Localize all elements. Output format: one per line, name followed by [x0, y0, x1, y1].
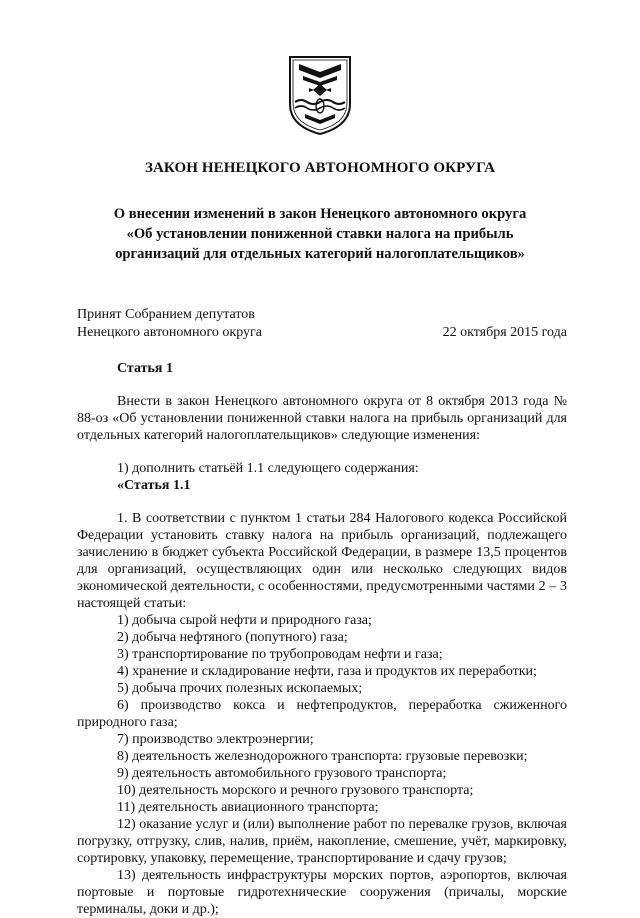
list-item: 2) добыча нефтяного (попутного) газа; [117, 630, 348, 645]
subtitle-line: «Об установлении пониженной ставки налога на прибыль [126, 226, 514, 242]
list-item: 12) оказание услуг и (или) выполнение работ по перевалке грузов, включая погрузку, отгрузку, слив, налив, приём, накопление, смешение, учёт, маркировку, сортировку, упаковку, перемещение, транспортирование и сдачу грузов; [77, 817, 567, 866]
law-title: ЗАКОН НЕНЕЦКОГО АВТОНОМНОГО ОКРУГА [144, 160, 496, 176]
list-item: 11) деятельность авиационного транспорта; [117, 800, 379, 815]
list-item: 13) деятельность инфраструктуры морских портов, аэропортов, включая портовые и портовые гидротехнические сооружения (причалы, морские терминалы, доки и др.); [77, 868, 567, 917]
adopted-by-line2: Ненецкого автономного округа [77, 325, 262, 340]
list-item: 6) производство кокса и нефтепродуктов, переработка сжиженного природного газа; [77, 698, 567, 730]
point-1: 1. В соответствии с пунктом 1 статьи 284 Налогового кодекса Российской Федерации установить ставку налога на прибыль организаций, подлежащего зачислению в бюджет субъекта Российской Федерации, в размере 13,5 процентов для организаций, осуществляющих один или несколько следующих видов экономической деятельности, с особенностями, предусмотренными частями 2 – 3 настоящей статьи: [77, 511, 567, 611]
document-body [77, 360, 567, 918]
change-item-1: 1) дополнить статьёй 1.1 следующего содержания: [117, 461, 419, 476]
article-heading: Статья 1 [117, 361, 173, 376]
list-item: 4) хранение и складирование нефти, газа и продуктов их переработки; [117, 664, 537, 679]
list-item: 5) добыча прочих полезных ископаемых; [117, 681, 363, 696]
coat-of-arms-emblem [287, 54, 353, 136]
article-intro: Внести в закон Ненецкого автономного округа от 8 октября 2013 года № 88-оз «Об установлении пониженной ставки налога на прибыль организаций для отдельных категорий налогоплательщиков» следующие изменения: [77, 394, 567, 443]
list-item: 7) производство электроэнергии; [117, 732, 314, 747]
list-item: 9) деятельность автомобильного грузового транспорта; [117, 766, 447, 781]
quoted-article-heading: «Статья 1.1 [117, 478, 191, 493]
list-item: 8) деятельность железнодорожного транспорта: грузовые перевозки; [117, 749, 528, 764]
adoption-date: 22 октября 2015 года [442, 325, 567, 340]
list-item: 10) деятельность морского и речного грузового транспорта; [117, 783, 474, 798]
subtitle-line: организаций для отдельных категорий налогоплательщиков» [115, 246, 525, 262]
adoption-info [77, 306, 567, 342]
adopted-by-line1: Принят Собранием депутатов [77, 307, 255, 322]
list-item: 1) добыча сырой нефти и природного газа; [117, 613, 372, 628]
subtitle-line: О внесении изменений в закон Ненецкого автономного округа [113, 206, 527, 222]
law-subtitle [60, 204, 580, 264]
list-item: 3) транспортирование по трубопроводам нефти и газа; [117, 647, 443, 662]
